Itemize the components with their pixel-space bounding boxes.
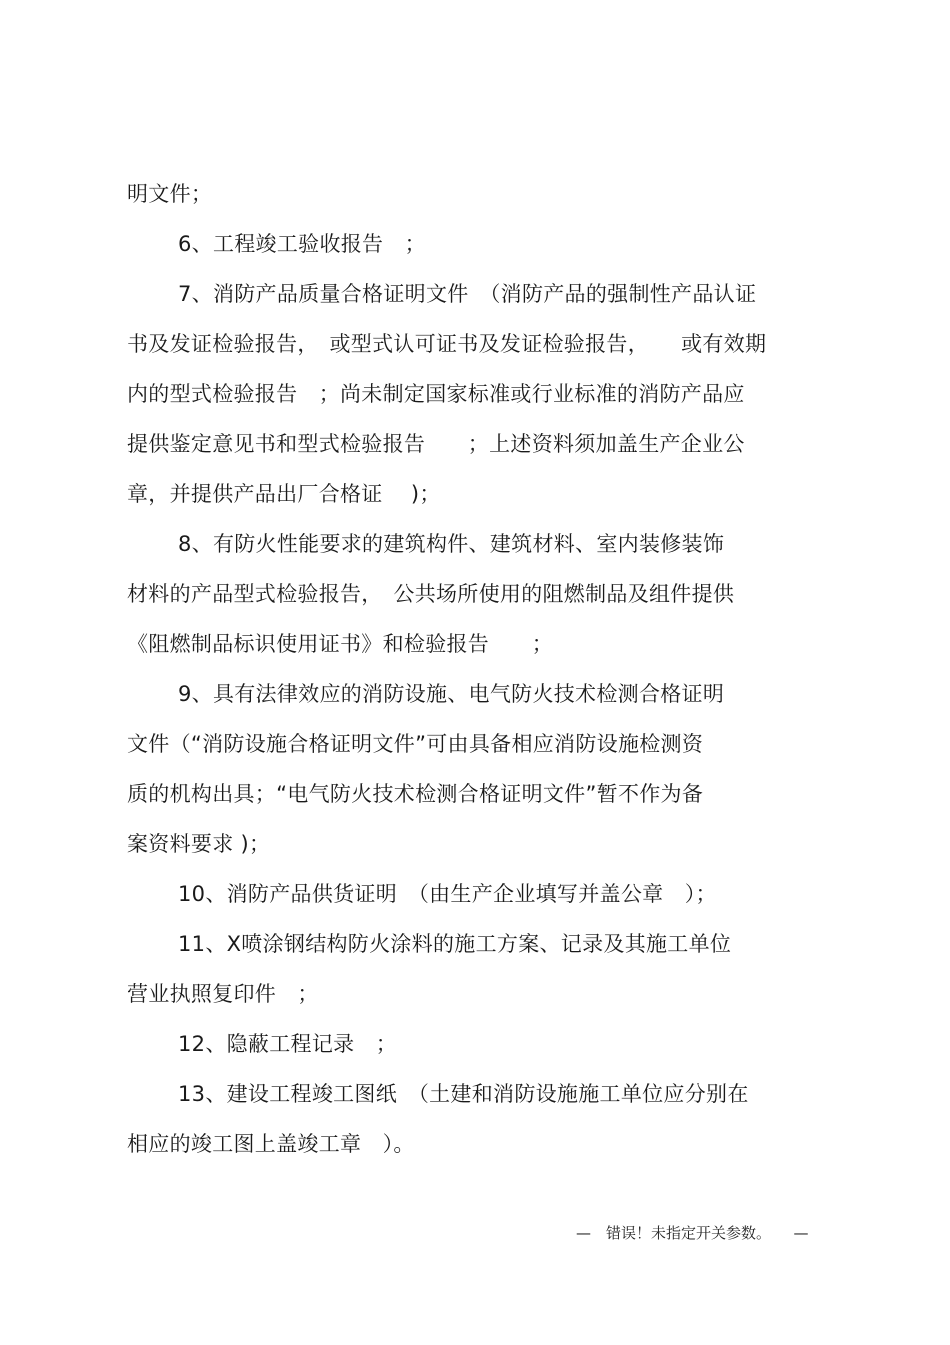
text-line-10: 《阻燃制品标识使用证书》和检验报告 ；	[127, 632, 553, 656]
list-item-7: 7、消防产品质量合格证明文件 （消防产品的强制性产品认证	[178, 282, 757, 306]
list-item-13: 13、建设工程竣工图纸 （土建和消防设施施工单位应分别在	[178, 1082, 749, 1106]
text-line-17: 营业执照复印件 ；	[127, 982, 319, 1006]
list-item-6: 6、工程竣工验收报告 ；	[178, 232, 426, 256]
text-line-20: 相应的竣工图上盖竣工章 ）。	[127, 1132, 415, 1156]
text-line-14: 案资料要求 )；	[127, 832, 271, 856]
text-line-5: 内的型式检验报告 ；尚未制定国家标准或行业标准的消防产品应	[127, 382, 745, 406]
text-line-4: 书及发证检验报告， 或型式认可证书及发证检验报告， 或有效期	[127, 332, 767, 356]
list-item-12: 12、隐蔽工程记录 ；	[178, 1032, 398, 1056]
list-item-11: 11、X喷涂钢结构防火涂料的施工方案、记录及其施工单位	[178, 932, 732, 956]
text-line-12: 文件（“消防设施合格证明文件”可由具备相应消防设施检测资	[127, 732, 704, 756]
text-line-9: 材料的产品型式检验报告， 公共场所使用的阻燃制品及组件提供	[127, 582, 735, 606]
text-line-7: 章，并提供产品出厂合格证 )；	[127, 482, 441, 506]
page-footer: — 错误！未指定开关参数。 —	[576, 1224, 809, 1242]
list-item-9: 9、具有法律效应的消防设施、电气防火技术检测合格证明	[178, 682, 725, 706]
list-item-8: 8、有防火性能要求的建筑构件、建筑材料、室内装修装饰	[178, 532, 725, 556]
text-line-1: 明文件；	[127, 182, 213, 206]
text-line-6: 提供鉴定意见书和型式检验报告 ；上述资料须加盖生产企业公	[127, 432, 745, 456]
list-item-10: 10、消防产品供货证明 （由生产企业填写并盖公章 ）；	[178, 882, 717, 906]
text-line-13: 质的机构出具；“电气防火技术检测合格证明文件”暂不作为备	[127, 782, 704, 806]
